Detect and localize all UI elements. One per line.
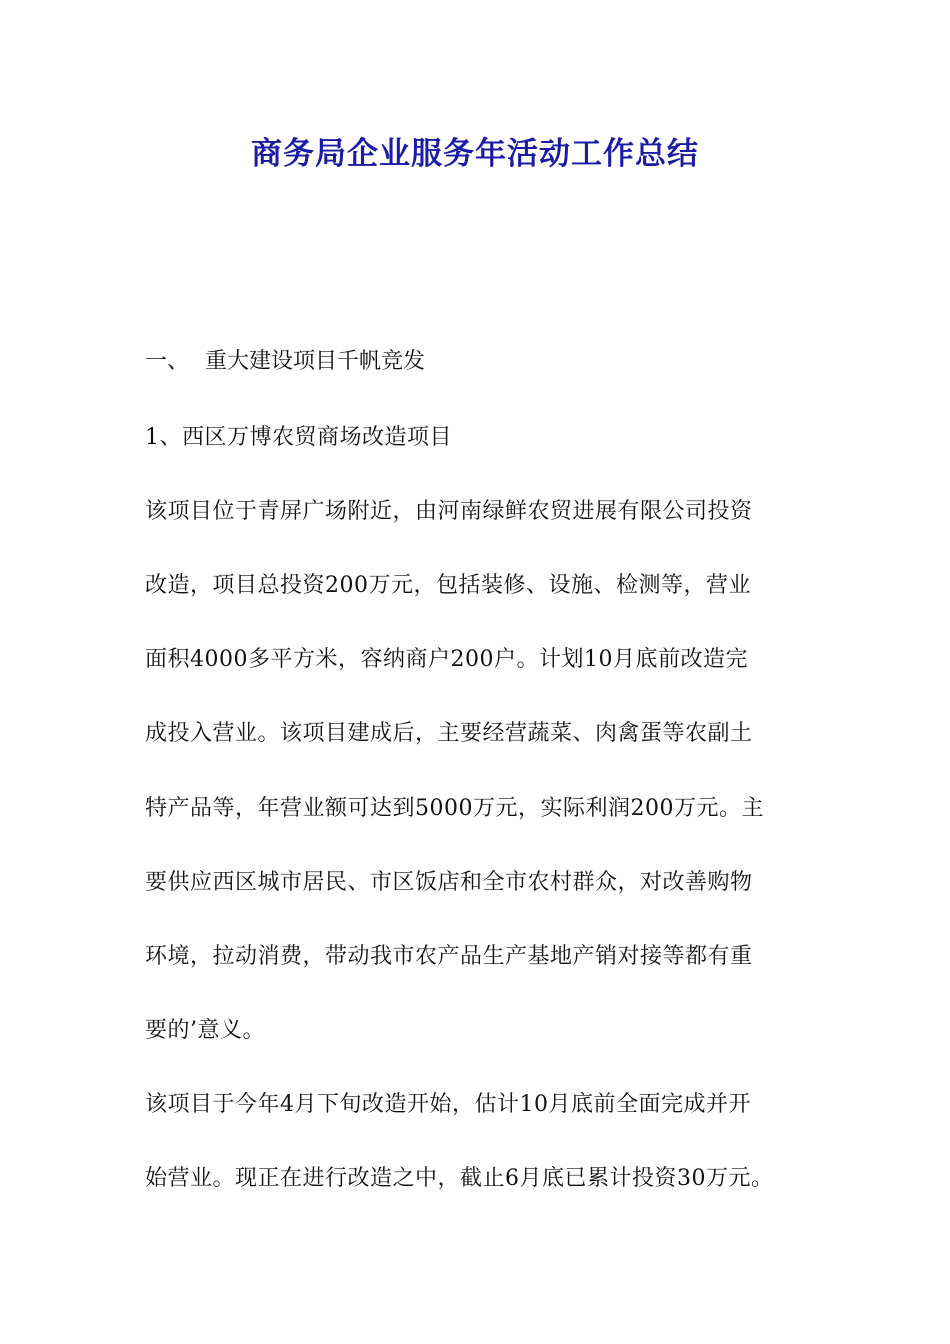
item-heading: 1、西区万博农贸商场改造项目 (145, 425, 452, 450)
document-title: 商务局企业服务年活动工作总结 (251, 136, 699, 172)
paragraph-line: 要的’意义。 (145, 1018, 265, 1043)
paragraph-line: 特产品等，年营业额可达到5000万元，实际利润200万元。主 (145, 796, 764, 821)
paragraph-line: 面积4000多平方米，容纳商户200户。计划10月底前改造完 (145, 647, 748, 672)
paragraph-line: 该项目位于青屏广场附近，由河南绿鲜农贸进展有限公司投资 (145, 499, 753, 524)
paragraph-line: 改造，项目总投资200万元，包括装修、设施、检测等，营业 (145, 573, 751, 598)
paragraph-line: 始营业。现正在进行改造之中，截止6月底已累计投资30万元。 (145, 1166, 774, 1191)
paragraph-line: 成投入营业。该项目建成后，主要经营蔬菜、肉禽蛋等农副土 (145, 721, 753, 746)
paragraph-line: 该项目于今年4月下旬改造开始，估计10月底前全面完成并开 (145, 1092, 751, 1117)
section-heading (145, 344, 425, 375)
paragraph-line: 要供应西区城市居民、市区饭店和全市农村群众，对改善购物 (145, 870, 753, 895)
section-heading-text: 重大建设项目千帆竞发 (205, 349, 426, 374)
section-number: 一、 (145, 349, 190, 374)
paragraph-line: 环境，拉动消费，带动我市农产品生产基地产销对接等都有重 (145, 944, 753, 969)
